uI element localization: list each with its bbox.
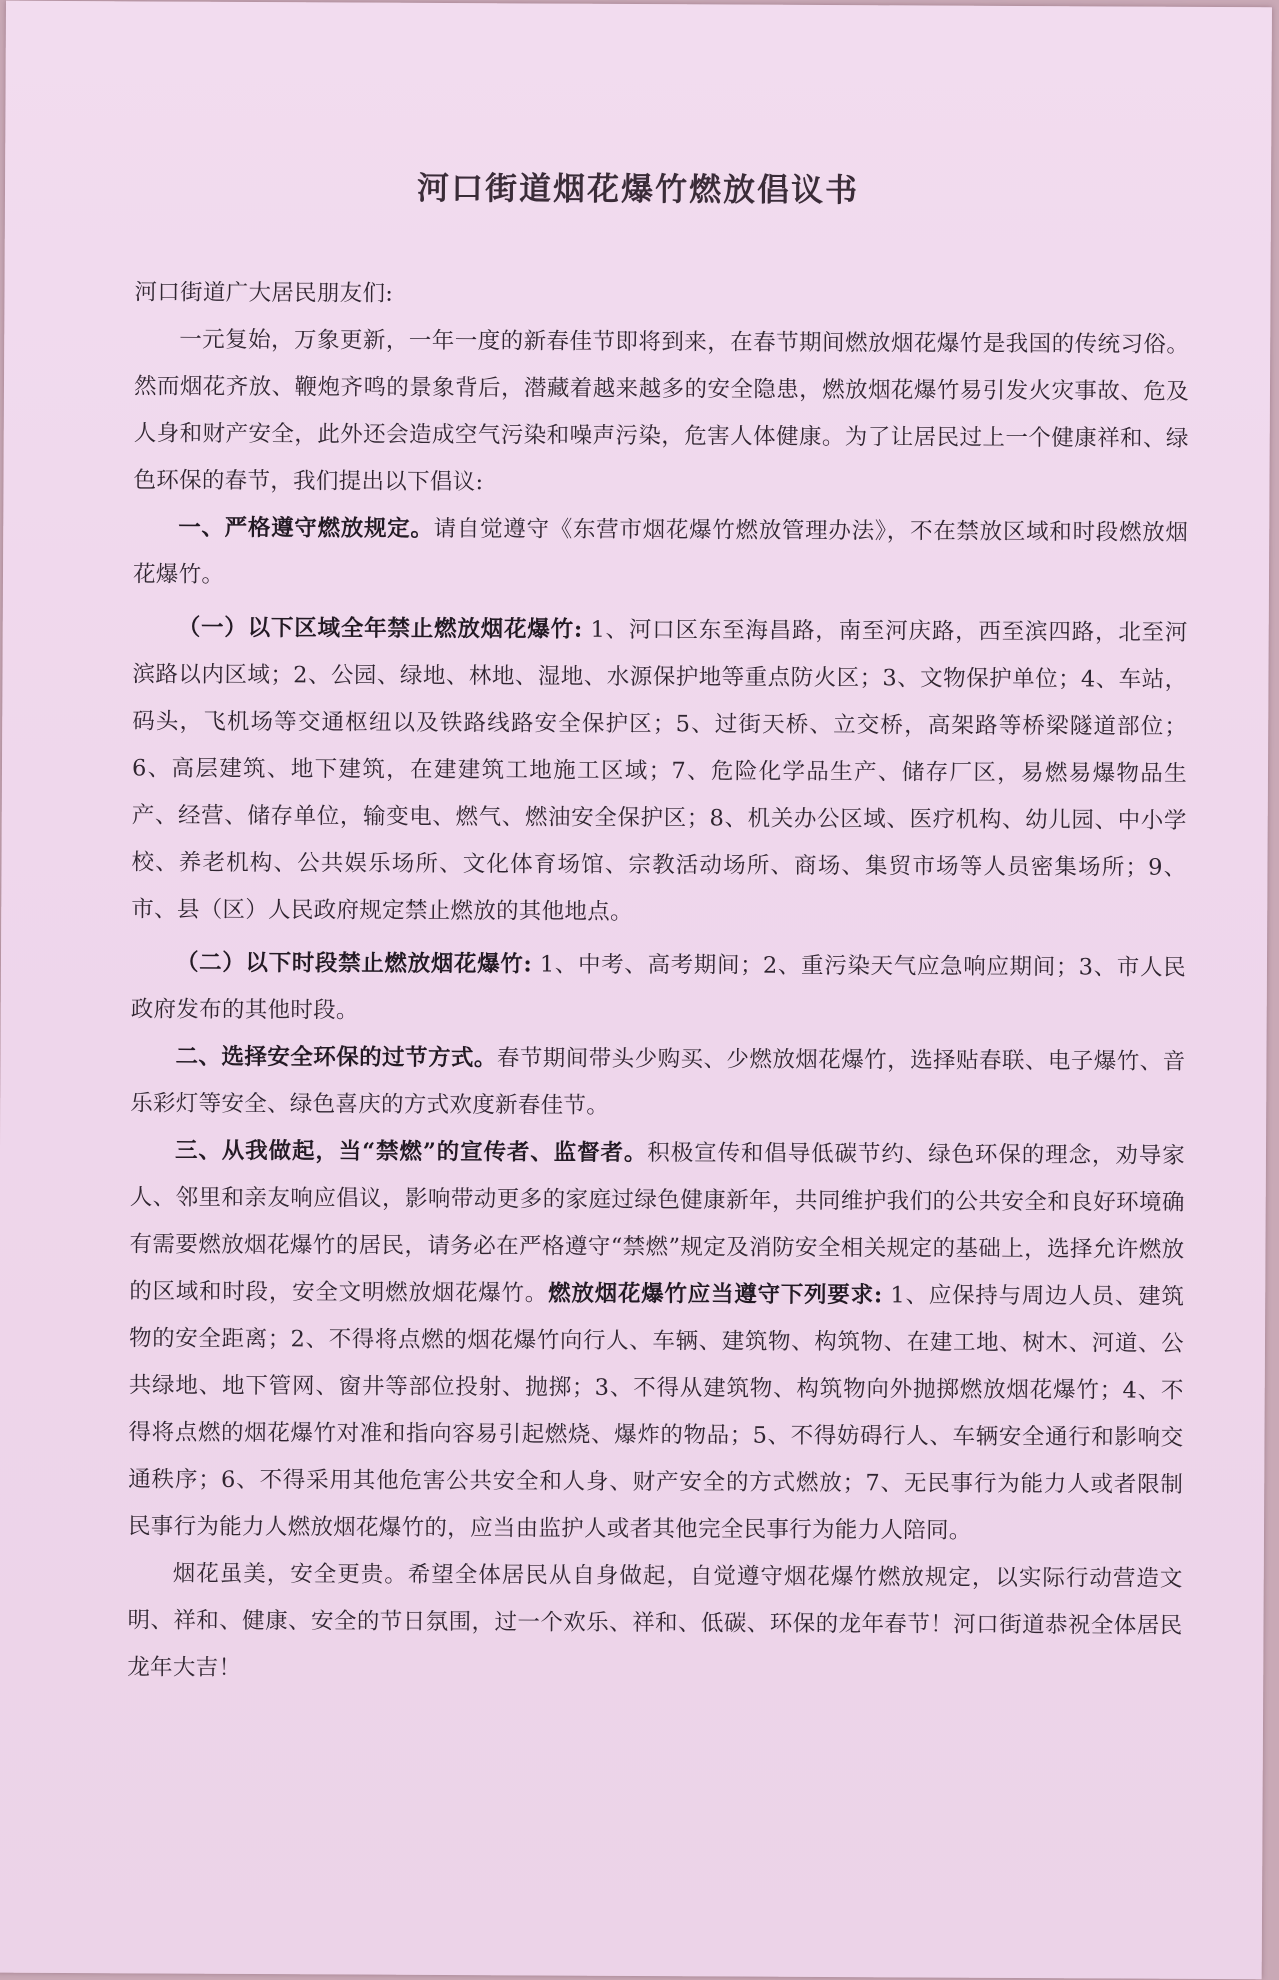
section-2	[130, 1033, 1185, 1133]
document-body	[127, 269, 1189, 1697]
section-2-heading: 二、选择安全环保的过节方式。	[175, 1043, 497, 1072]
subsection-1-heading: （一）以下区域全年禁止燃放烟花爆竹:	[177, 614, 583, 643]
section-3-heading: 三、从我做起，当“禁燃”的宣传者、监督者。	[174, 1137, 648, 1167]
intro-paragraph: 一元复始，万象更新，一年一度的新春佳节即将到来，在春节期间燃放烟花爆竹是我国的传统习俗。然而烟花齐放、鞭炮齐鸣的景象背后，潜藏着越来越多的安全隐患，燃放烟花爆竹易引发火灾事故、危及人身和财产安全，此外还会造成空气污染和噪声污染，危害人体健康。为了让居民过上一个健康祥和、绿色环保的春节，我们提出以下倡议:	[133, 326, 1190, 496]
section-1-body: 请自觉遵守《东营市烟花爆竹燃放管理办法》，不在禁放区域和时段燃放烟花爆竹。	[132, 515, 1189, 588]
subsection-2-heading: （二）以下时段禁止燃放烟花爆竹:	[175, 949, 533, 978]
requirements-body: 1、应保持与周边人员、建筑物的安全距离；2、不得将点燃的烟花爆竹向行人、车辆、建筑物、构筑物、在建工地、树木、河道、公共绿地、地下管网、窗井等部位投射、抛掷；3、不得从建筑物、构筑物向外抛掷燃放烟花爆竹；4、不得将点燃的烟花爆竹对准和指向容易引起燃烧、爆炸的物品；5、不得妨碍行人、车辆安全通行和影响交通秩序；6、不得采用其他危害公共安全和人身、财产安全的方式燃放；7、无民事行为能力人或者限制民事行为能力人燃放烟花爆竹的，应当由监护人或者其他完全民事行为能力人陪同。	[127, 1282, 1185, 1544]
subsection-1-body: 1、河口区东至海昌路，南至河庆路，西至滨四路，北至河滨路以内区域；2、公园、绿地、林地、湿地、水源保护地等重点防火区；3、文物保护单位；4、车站，码头，飞机场等交通枢纽以及铁路线路安全保护区；5、过街天桥、立交桥，高架路等桥梁隧道部位；6、高层建筑、地下建筑，在建建筑工地施工区域；7、危险化学品生产、储存厂区，易燃易爆物品生产、经营、储存单位，输变电、燃气、燃油安全保护区；8、机关办公区域、医疗机构、幼儿园、中小学校、养老机构、公共娱乐场所、文化体育场馆、宗教活动场所、商场、集贸市场等人员密集场所；9、市、县（区）人民政府规定禁止燃放的其他地点。	[131, 616, 1188, 925]
subsection-2	[131, 939, 1186, 1039]
section-1-heading: 一、严格遵守燃放规定。	[178, 514, 434, 542]
document-title: 河口街道烟花爆竹燃放倡议书	[416, 168, 860, 210]
section-1	[133, 504, 1188, 604]
section-3	[128, 1127, 1185, 1556]
section-2-body: 春节期间带头少购买、少燃放烟花爆竹，选择贴春联、电子爆竹、音乐彩灯等安全、绿色喜庆的方式欢度新春佳节。	[130, 1045, 1186, 1119]
subsection-2-body: 1、中考、高考期间；2、重污染天气应急响应期间；3、市人民政府发布的其他时段。	[130, 951, 1187, 1024]
closing-paragraph: 烟花虽美，安全更贵。希望全体居民从自身做起，自觉遵守烟花爆竹燃放规定，以实际行动营造文明、祥和、健康、安全的节日氛围，过一个欢乐、祥和、低碳、环保的龙年春节！河口街道恭祝全体居民龙年大吉！	[127, 1560, 1183, 1681]
section-3-body: 积极宣传和倡导低碳节约、绿色环保的理念，劝导家人、邻里和亲友响应倡议，影响带动更多的家庭过绿色健康新年，共同维护我们的公共安全和良好环境确有需要燃放烟花爆竹的居民，请务必在严格遵守“禁燃”规定及消防安全相关规定的基础上，选择允许燃放的区域和时段，安全文明燃放烟花爆竹。	[129, 1140, 1186, 1307]
document-page	[0, 1, 1272, 1980]
requirements-heading: 燃放烟花爆竹应当遵守下列要求:	[548, 1280, 883, 1309]
salutation: 河口街道广大居民朋友们:	[134, 279, 394, 307]
subsection-1	[131, 604, 1188, 939]
